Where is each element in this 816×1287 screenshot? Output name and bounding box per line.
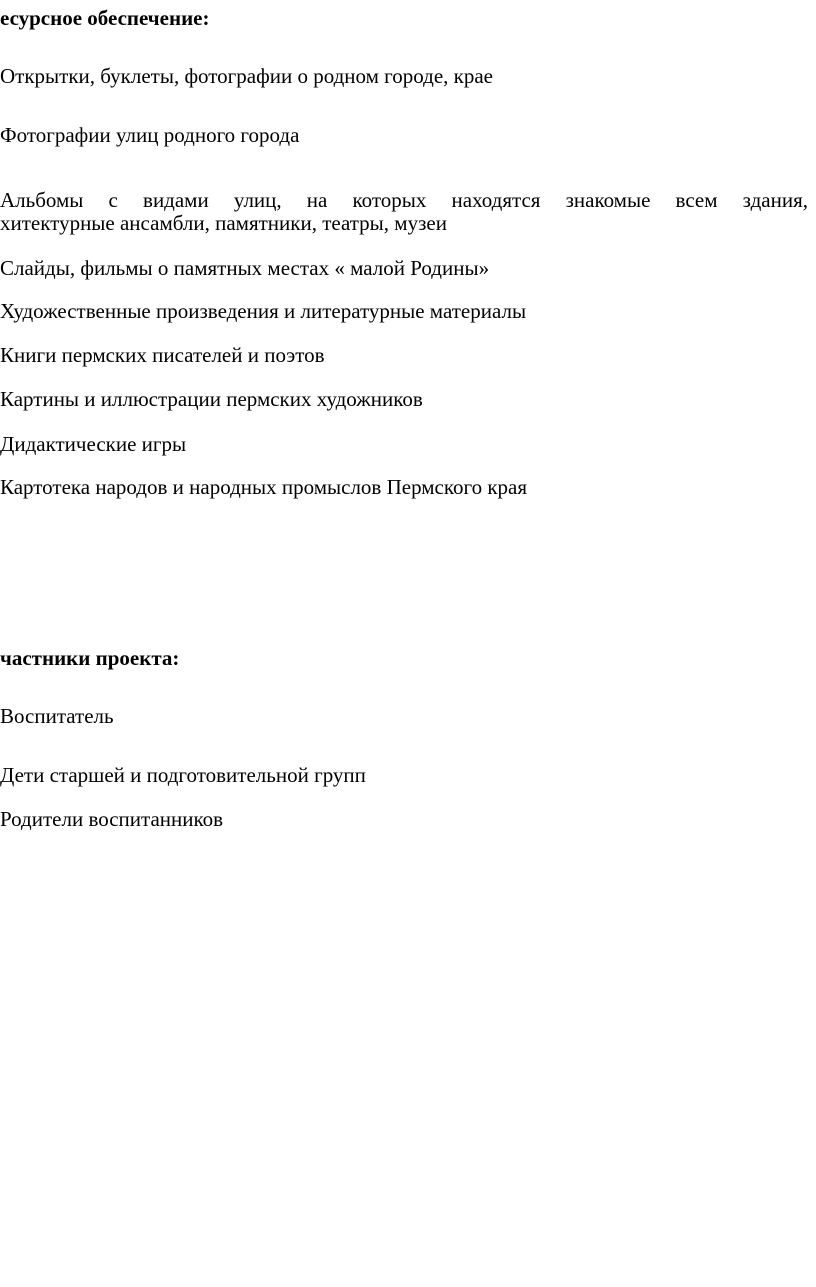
resource-item-slides: Слайды, фильмы о памятных местах « малой Родины» xyxy=(0,256,490,280)
resource-item-albums-continued: хитектурные ансамбли, памятники, театры, музеи xyxy=(0,211,447,235)
resource-item-didactic-games: Дидактические игры xyxy=(0,432,187,456)
resource-item-albums: Альбомы с видами улиц, на которых находятся знакомые всем здания, xyxy=(0,188,808,212)
resources-heading: есурсное обеспечение: xyxy=(0,6,210,30)
participant-item-educator: Воспитатель xyxy=(0,704,114,728)
participants-heading: частники проекта: xyxy=(0,646,180,670)
resource-item-street-photos: Фотографии улиц родного города xyxy=(0,123,300,147)
resource-item-literature: Художественные произведения и литературные материалы xyxy=(0,299,527,323)
resource-item-books: Книги пермских писателей и поэтов xyxy=(0,343,325,367)
resource-item-paintings: Картины и иллюстрации пермских художников xyxy=(0,387,423,411)
participant-item-parents: Родители воспитанников xyxy=(0,807,224,831)
resource-item-postcards: Открытки, буклеты, фотографии о родном городе, крае xyxy=(0,64,493,88)
participant-item-children: Дети старшей и подготовительной групп xyxy=(0,763,366,787)
resource-item-card-index: Картотека народов и народных промыслов Пермского края xyxy=(0,475,528,499)
